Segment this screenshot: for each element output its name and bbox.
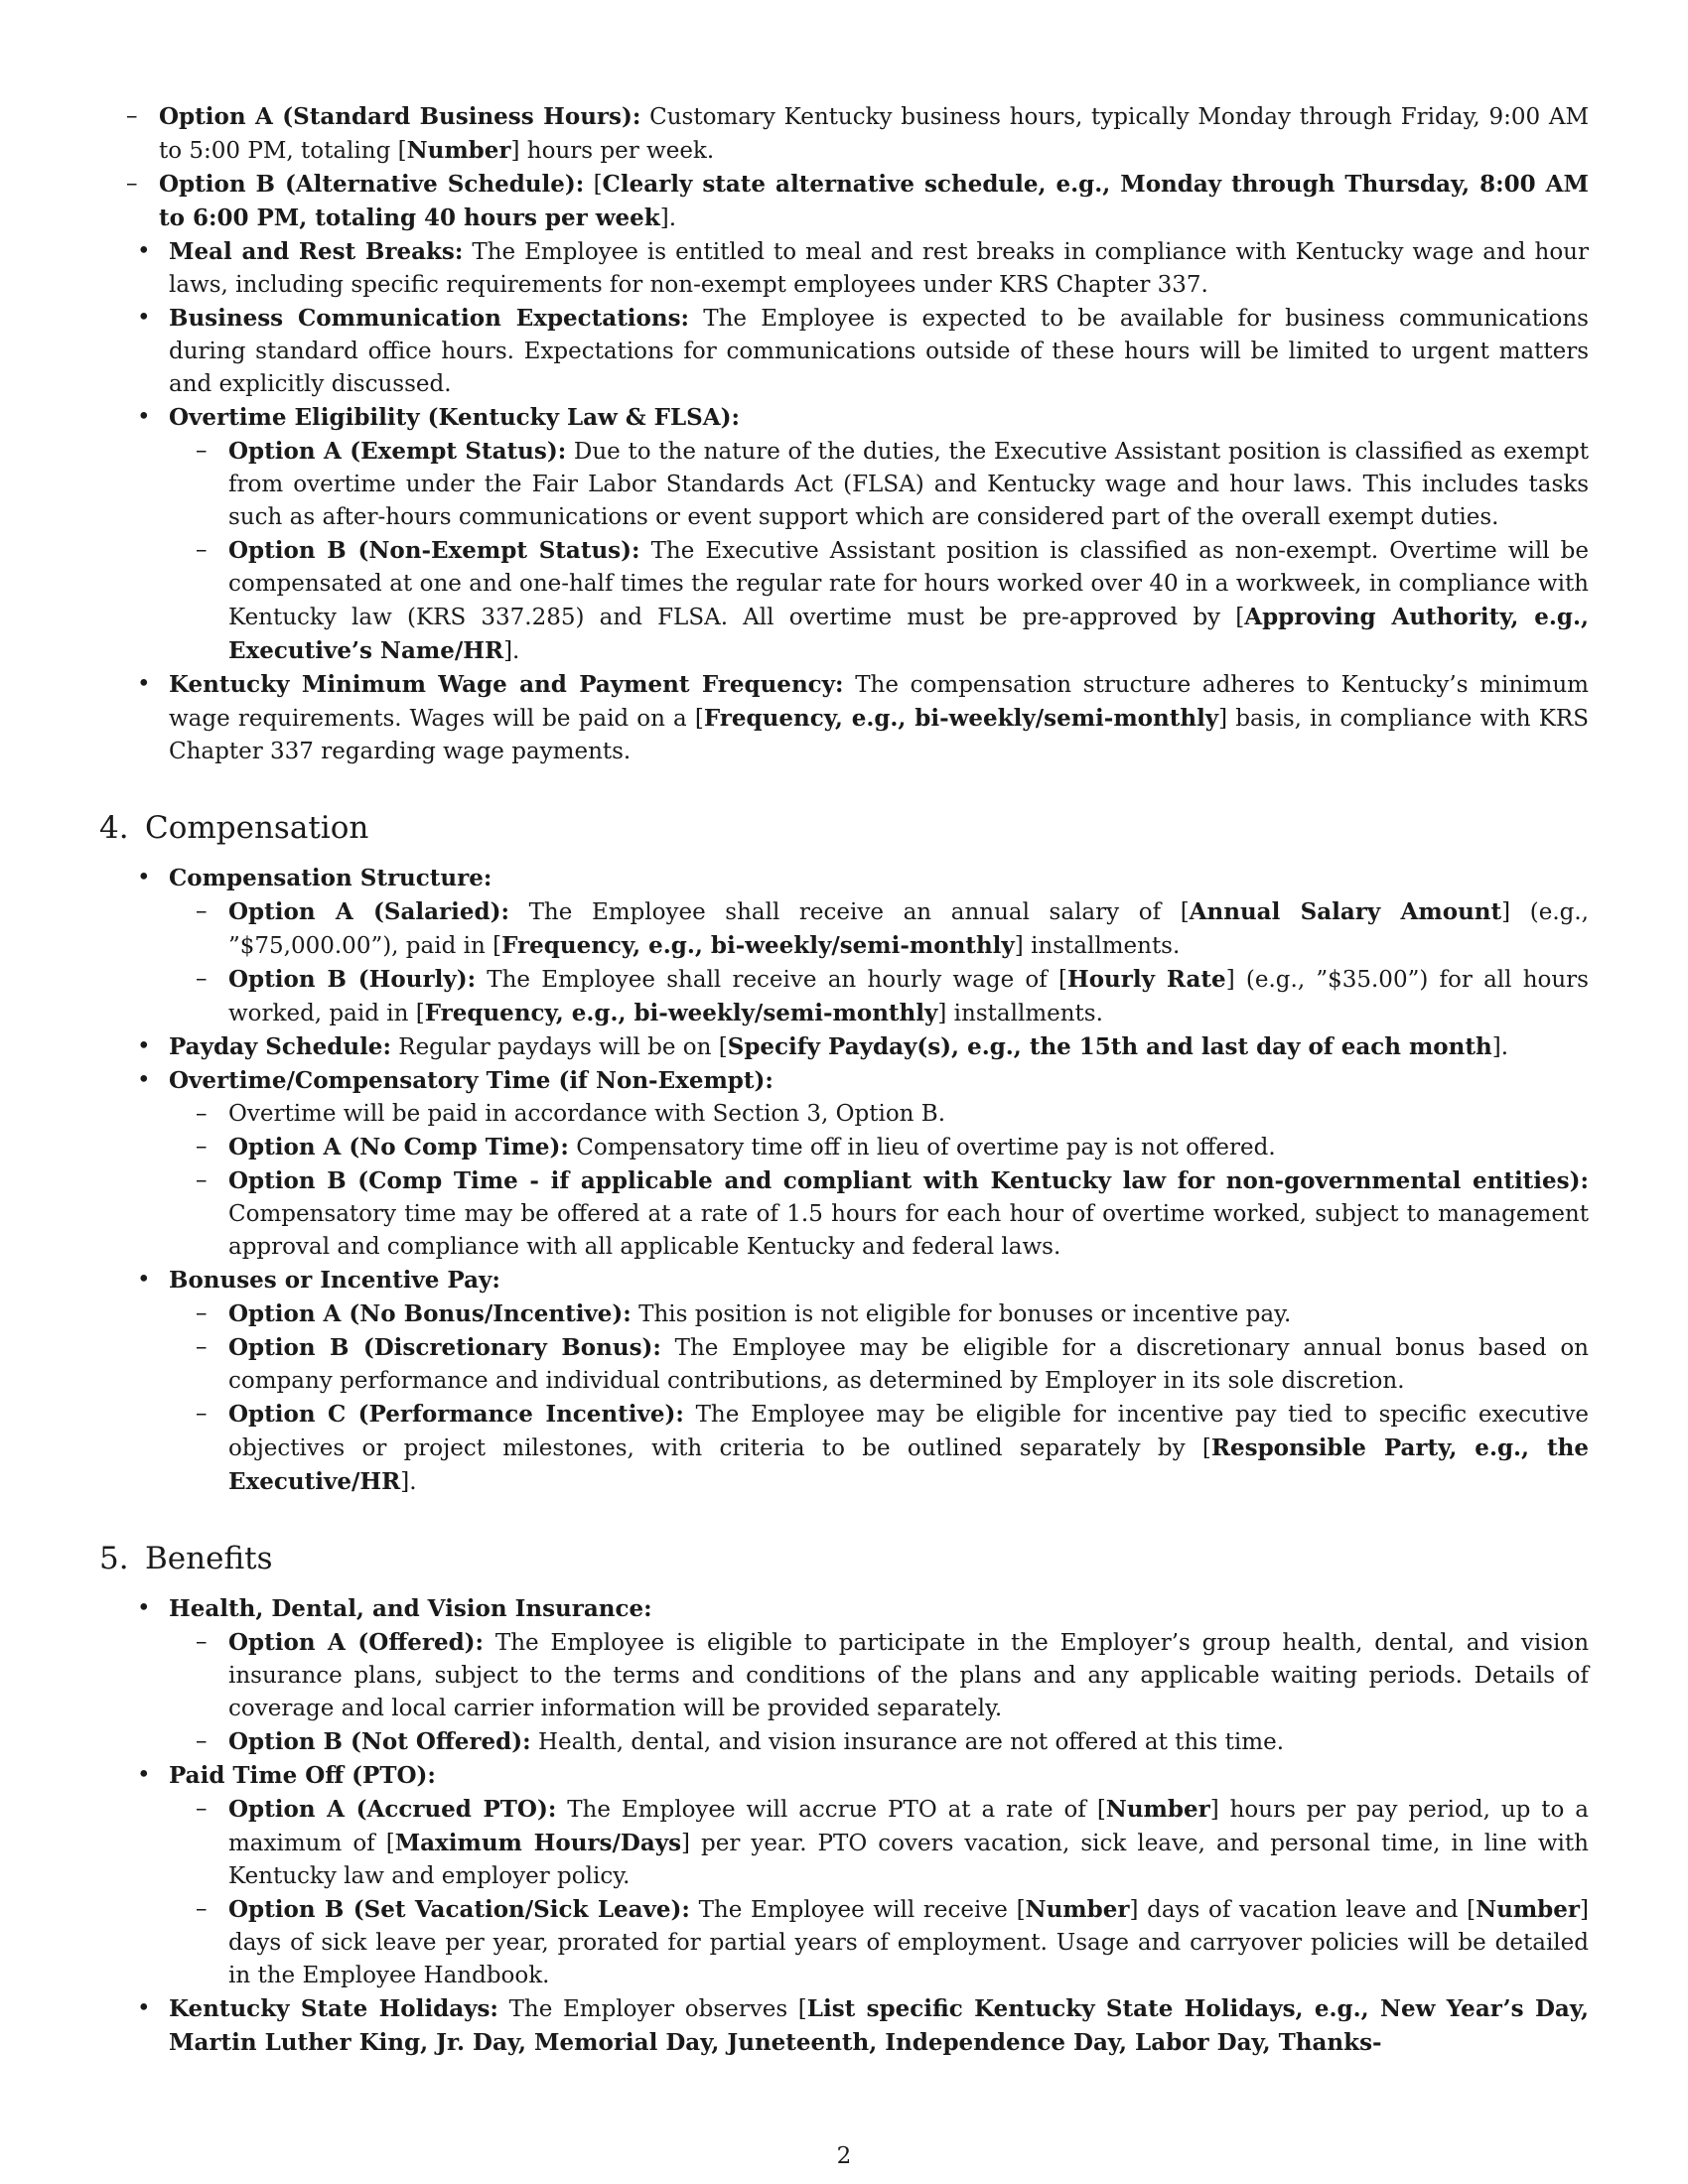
item-text: Overtime will be paid in accordance with Section 3, Option B.: [228, 1101, 946, 1127]
document-page: [99, 100, 1589, 2060]
item-label: Meal and Rest Breaks:: [169, 238, 464, 265]
item-label: Overtime Eligibility (Kentucky Law & FLSA):: [169, 404, 740, 431]
item-text: The Employee is eligible to participate in the Employer’s group health, dental, and vision insurance plans, subject to the terms and conditions of the plans and any applicable waiting periods. Details of coverage and local carrier information will be provided separately.: [228, 1630, 1590, 1721]
item-label: Option B (Not Offered):: [228, 1728, 531, 1755]
sub-options-list: [169, 1626, 1589, 1759]
sub-options-list: [169, 435, 1589, 668]
sub-item-option-c-performance-incentive: [169, 1398, 1589, 1499]
placeholder-text: Responsible Party, e.g., the Executive/HR: [228, 1434, 1589, 1495]
item-text: The Employee will receive [: [689, 1897, 1026, 1923]
item-text: Regular paydays will be on [: [390, 1034, 728, 1060]
sub-item-option-a-salaried: [169, 895, 1589, 963]
section-heading-compensation: [99, 808, 1589, 848]
list-item-kentucky-minimum-wage-and-payment-freque: [99, 668, 1589, 768]
sections-container: [99, 808, 1589, 2060]
list-item-kentucky-state-holidays: [99, 1992, 1589, 2060]
page-number: 2: [836, 2143, 852, 2169]
placeholder-text: Number: [1476, 1896, 1581, 1923]
item-label: Bonuses or Incentive Pay:: [169, 1267, 500, 1294]
placeholder-text: Frequency, e.g., bi-weekly/semi-monthly: [703, 705, 1219, 732]
item-label: Payday Schedule:: [169, 1033, 391, 1060]
section-items-list: [99, 862, 1589, 1499]
option-label: Option B (Alternative Schedule):: [159, 171, 585, 198]
sub-item-option-a-exempt-status: [169, 435, 1589, 534]
sub-options-list: [169, 1098, 1589, 1264]
option-label: Option A (Standard Business Hours):: [159, 103, 641, 130]
item-label: Option A (Exempt Status):: [228, 438, 567, 465]
item-label: Compensation Structure:: [169, 865, 492, 891]
sub-item-option-b-non-exempt-status: [169, 534, 1589, 668]
sub-item-option-a-no-comp-time: [169, 1131, 1589, 1164]
sub-options-list: [169, 895, 1589, 1030]
item-text: The Employer observes [: [497, 1996, 807, 2022]
hours-option-a: [99, 100, 1589, 168]
item-text: The Executive Assistant position is classified as non-exempt. Overtime will be compensated at one and one-half times the regular rate for hours worked over 40 in a workweek, in compliance with Kentucky law (KRS 337.285) and FLSA. All overtime must be pre-approved by [: [228, 538, 1589, 630]
item-text: ] basis, in compliance with KRS Chapter 337 regarding wage payments.: [169, 706, 1589, 764]
item-text: Due to the nature of the duties, the Executive Assistant position is classified as exempt from overtime under the Fair Labor Standards Act (FLSA) and Kentucky wage and hour laws. This includes tasks such as after-hours communications or event support which are considered part of the overall exempt duties.: [228, 439, 1590, 530]
item-label: Business Communication Expectations:: [169, 305, 690, 332]
list-item-overtime-compensatory-time-if-non-exempt: [99, 1064, 1589, 1264]
section-number: 5.: [99, 1541, 129, 1576]
sub-item-option-a-accrued-pto: [169, 1793, 1589, 1893]
sub-options-list: [169, 1793, 1589, 1992]
item-text: ] (e.g., ”$35.00”) for all hours worked, paid in [: [228, 967, 1589, 1026]
placeholder-text: List specific Kentucky State Holidays, e.g., New Year’s Day, Martin Luther King, Jr. Day, Memorial Day, Juneteenth, Independence Day, Labor Day, Thanks-: [169, 1995, 1589, 2056]
work-hours-options: [99, 100, 1589, 235]
continued-items-list: [99, 235, 1589, 768]
item-text: ].: [1491, 1034, 1509, 1060]
placeholder-text: Clearly state alternative schedule, e.g., Monday through Thursday, 8:00 AM to 6:00 PM, totaling 40 hours per week: [159, 171, 1589, 231]
option-text: ] hours per week.: [510, 138, 715, 164]
sub-item-option-b-hourly: [169, 963, 1589, 1030]
item-label: Kentucky Minimum Wage and Payment Frequency:: [169, 671, 844, 698]
section-title: Compensation: [145, 810, 369, 846]
item-text: The Employee may be eligible for a discretionary annual bonus based on company performance and individual contributions, as determined by Employer in its sole discretion.: [228, 1335, 1589, 1394]
placeholder-text: Maximum Hours/Days: [394, 1830, 682, 1856]
item-label: Option B (Comp Time - if applicable and compliant with Kentucky law for non-governmental entities):: [228, 1167, 1589, 1194]
item-text: The Employee is expected to be available for business communications during standard office hours. Expectations for communications outside of these hours will be limited to urgent matters and explicitly discussed.: [169, 306, 1589, 397]
placeholder-text: Frequency, e.g., bi-weekly/semi-monthly: [501, 932, 1015, 959]
item-label: Option A (No Bonus/Incentive):: [228, 1300, 632, 1327]
item-label: Option A (Accrued PTO):: [228, 1796, 557, 1823]
item-label: Overtime/Compensatory Time (if Non-Exempt):: [169, 1067, 774, 1094]
item-text: Compensatory time off in lieu of overtime pay is not offered.: [568, 1135, 1276, 1160]
item-label: Option C (Performance Incentive):: [228, 1401, 684, 1428]
item-text: ].: [400, 1469, 417, 1495]
sub-item-option-b-discretionary-bonus: [169, 1331, 1589, 1398]
placeholder-text: Number: [1105, 1796, 1210, 1823]
option-text: ].: [659, 205, 677, 231]
placeholder-text: Number: [406, 137, 511, 164]
sub-item-note: [169, 1098, 1589, 1131]
list-item-payday-schedule: [99, 1030, 1589, 1064]
item-label: Option B (Discretionary Bonus):: [228, 1334, 661, 1361]
item-text: ] hours per pay period, up to a maximum of [: [228, 1797, 1589, 1856]
list-item-meal-and-rest-breaks: [99, 235, 1589, 302]
list-item-health-dental-and-vision-insurance: [99, 1592, 1589, 1759]
placeholder-text: Approving Authority, e.g., Executive’s Name/HR: [228, 604, 1589, 664]
placeholder-text: Number: [1025, 1896, 1130, 1923]
list-item-overtime-eligibility-kentucky-law-flsa: [99, 401, 1589, 668]
section-heading-benefits: [99, 1539, 1589, 1578]
item-label: Paid Time Off (PTO):: [169, 1762, 436, 1789]
item-label: Health, Dental, and Vision Insurance:: [169, 1595, 652, 1622]
item-label: Option B (Non-Exempt Status):: [228, 537, 640, 564]
item-text: ] installments.: [1014, 933, 1181, 959]
placeholder-text: Specify Payday(s), e.g., the 15th and last day of each month: [727, 1033, 1492, 1060]
item-label: Option B (Hourly):: [228, 966, 477, 993]
section-title: Benefits: [145, 1541, 273, 1576]
item-text: The Employee is entitled to meal and rest breaks in compliance with Kentucky wage and hour laws, including specific requirements for non-exempt employees under KRS Chapter 337.: [169, 239, 1589, 298]
option-text: [: [584, 172, 603, 198]
sub-item-option-a-no-bonus-incentive: [169, 1297, 1589, 1331]
hours-option-b: [99, 168, 1589, 235]
item-text: The Employee will accrue PTO at a rate of [: [556, 1797, 1106, 1823]
item-text: The Employee shall receive an hourly wage of [: [476, 967, 1067, 993]
item-label: Kentucky State Holidays:: [169, 1995, 498, 2022]
section-number: 4.: [99, 810, 129, 846]
item-text: The Employee shall receive an annual salary of [: [508, 899, 1190, 925]
list-item-business-communication-expectations: [99, 302, 1589, 401]
item-label: Option A (No Comp Time):: [228, 1134, 569, 1160]
section-items-list: [99, 1592, 1589, 2060]
list-item-compensation-structure: [99, 862, 1589, 1030]
placeholder-text: Hourly Rate: [1066, 966, 1226, 993]
item-text: ] installments.: [937, 1001, 1103, 1026]
list-item-bonuses-or-incentive-pay: [99, 1264, 1589, 1499]
item-text: ].: [503, 638, 520, 664]
item-text: Compensatory time may be offered at a rate of 1.5 hours for each hour of overtime worked, subject to management approval and compliance with all applicable Kentucky and federal laws.: [228, 1201, 1589, 1260]
sub-options-list: [169, 1297, 1589, 1499]
item-text: ] days of vacation leave and [: [1129, 1897, 1477, 1923]
item-text: ] (e.g., ”$75,000.00”), paid in [: [228, 899, 1589, 959]
list-item-paid-time-off-pto: [99, 1759, 1589, 1992]
item-text: ] days of sick leave per year, prorated for partial years of employment. Usage and carryover policies will be detailed in the Employee Handbook.: [228, 1897, 1589, 1988]
item-text: This position is not eligible for bonuses or incentive pay.: [631, 1301, 1292, 1327]
option-text: Customary Kentucky business hours, typically Monday through Friday, 9:00 AM to 5:00 PM, totaling [: [159, 104, 1589, 164]
item-label: Option A (Offered):: [228, 1629, 485, 1656]
sub-item-option-b-set-vacation-sick-leave: [169, 1893, 1589, 1992]
item-text: The compensation structure adheres to Kentucky’s minimum wage requirements. Wages will be paid on a [: [169, 672, 1589, 732]
item-text: The Employee may be eligible for incentive pay tied to specific executive objectives or project milestones, with criteria to be outlined separately by [: [228, 1402, 1589, 1461]
placeholder-text: Annual Salary Amount: [1189, 898, 1502, 925]
item-label: Option B (Set Vacation/Sick Leave):: [228, 1896, 690, 1923]
item-text: Health, dental, and vision insurance are not offered at this time.: [530, 1729, 1285, 1755]
sub-item-option-b-not-offered: [169, 1725, 1589, 1759]
placeholder-text: Frequency, e.g., bi-weekly/semi-monthly: [424, 1000, 938, 1026]
sub-item-option-b-comp-time-if-applicable-and-com: [169, 1164, 1589, 1264]
sub-item-option-a-offered: [169, 1626, 1589, 1725]
item-text: ] per year. PTO covers vacation, sick leave, and personal time, in line with Kentucky law and employer policy.: [228, 1831, 1589, 1889]
item-label: Option A (Salaried):: [228, 898, 509, 925]
